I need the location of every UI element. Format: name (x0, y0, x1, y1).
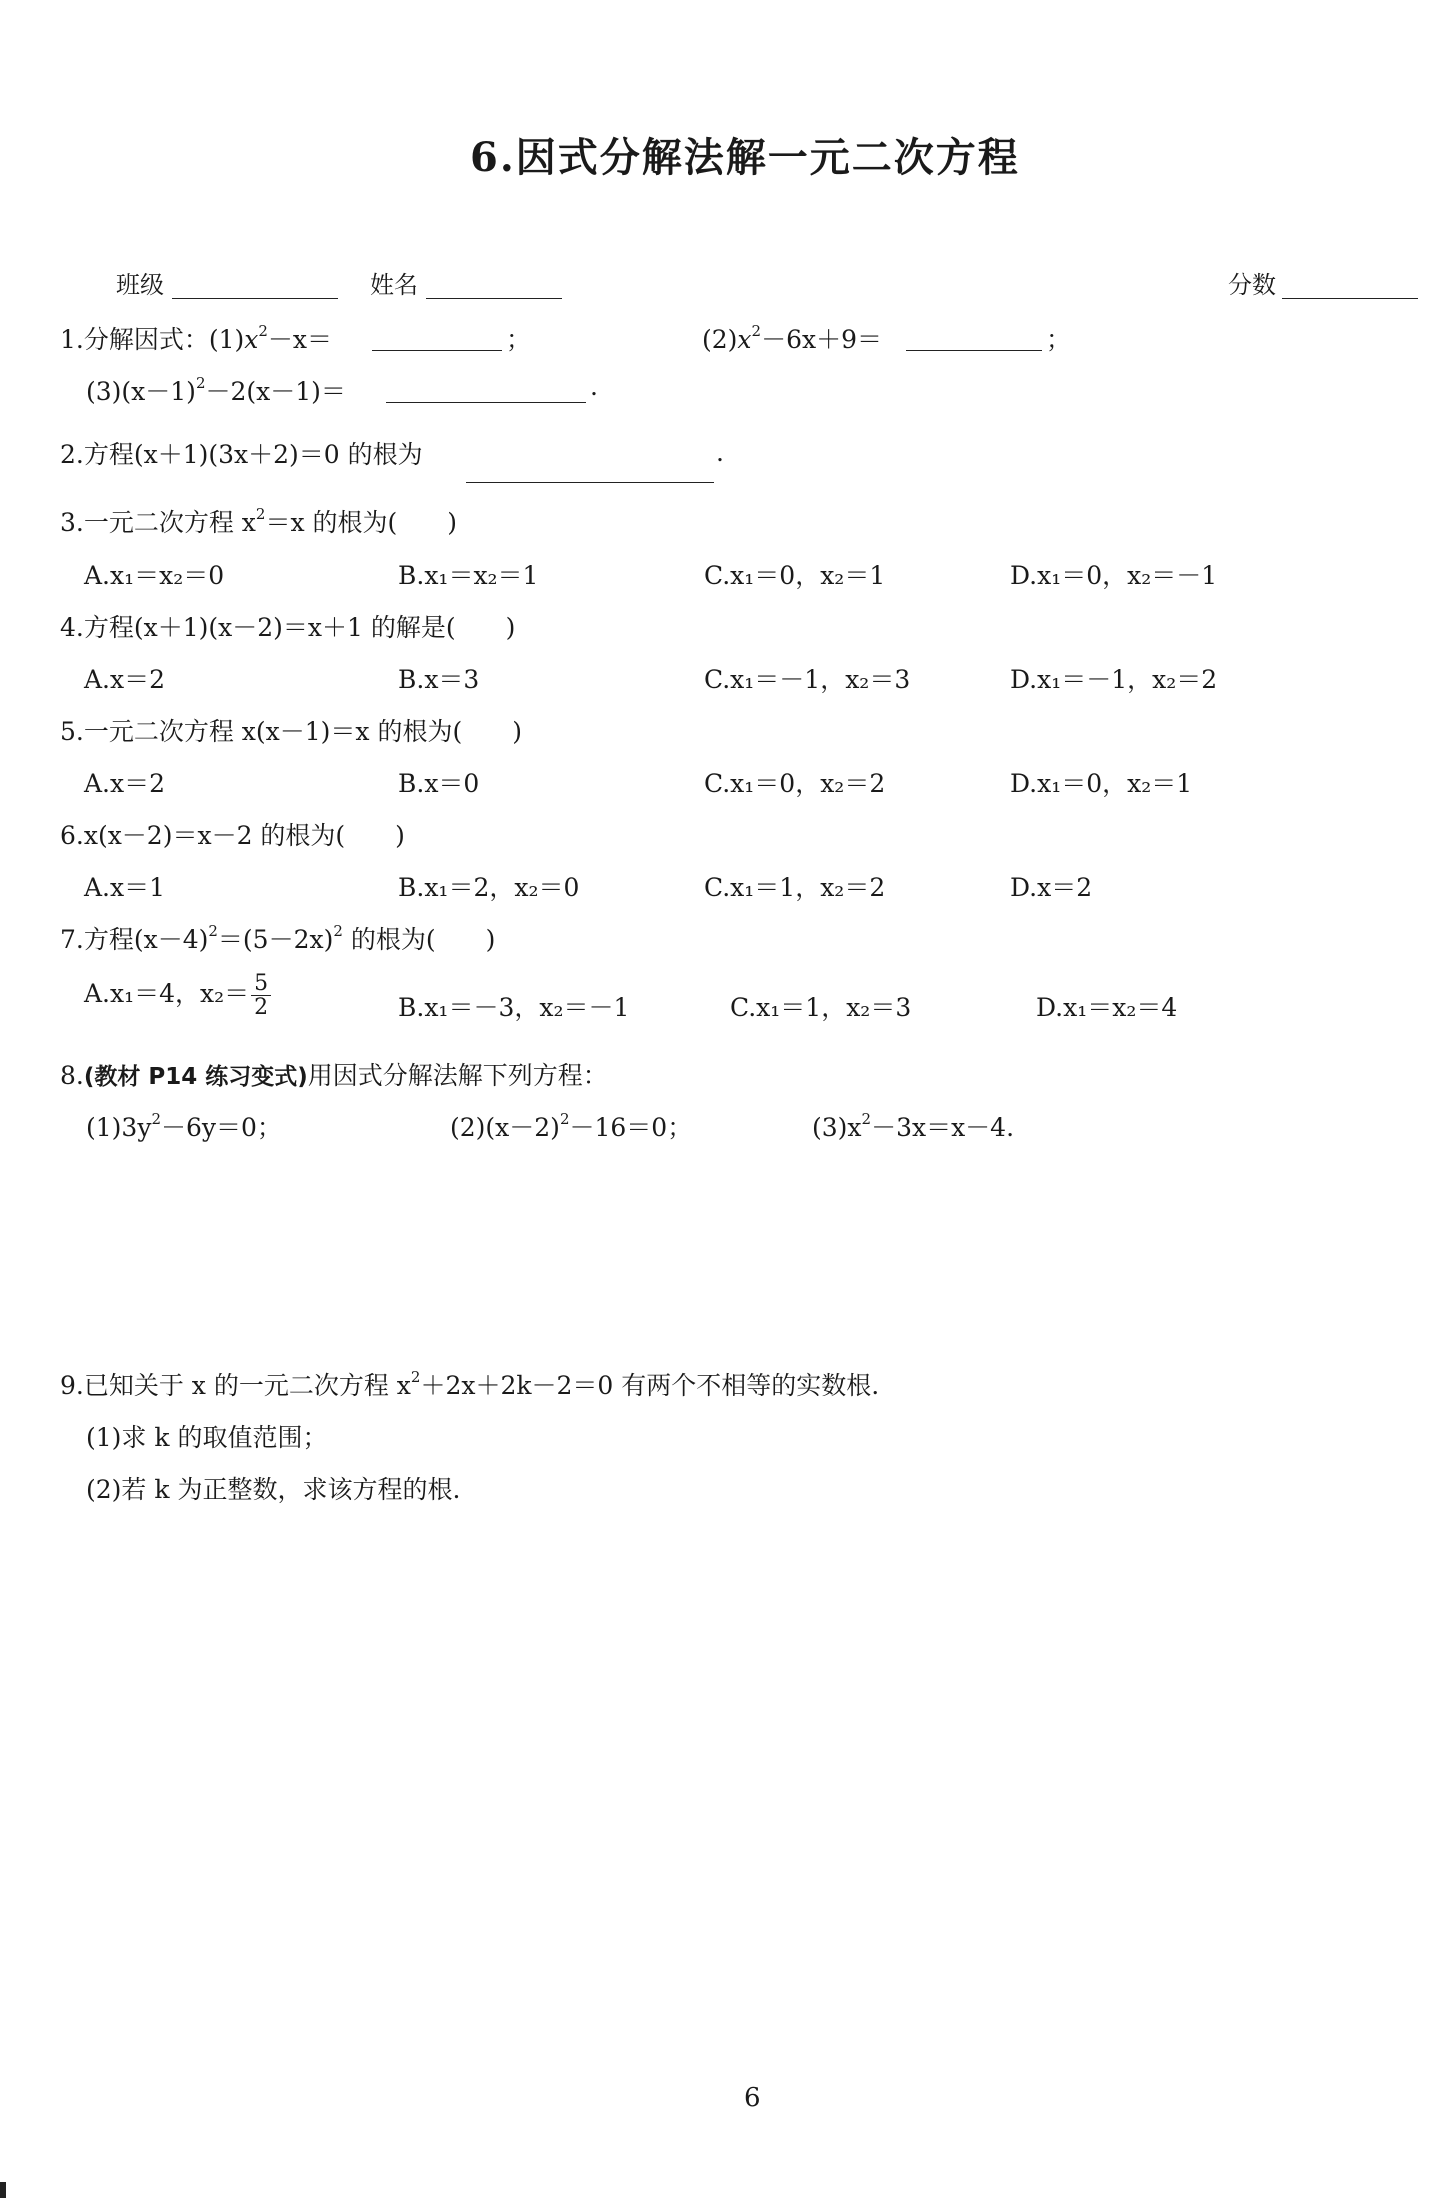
q8-p1-a: (1)3y (86, 1113, 152, 1142)
q1-p3-exp: 2 (195, 374, 206, 392)
q1-answer-blank-2[interactable] (906, 324, 1042, 351)
q6-option-c[interactable]: C.x₁＝1，x₂＝2 (704, 873, 886, 902)
q7-exp2: 2 (333, 922, 343, 940)
q8-part2 (450, 1108, 692, 1144)
q9-stem-exp: 2 (410, 1368, 421, 1386)
page-number: 6 (744, 2083, 761, 2113)
q1-p1-end: ； (506, 325, 532, 354)
name-field[interactable] (426, 272, 562, 299)
q7-stem-c: 的根为( ) (342, 925, 496, 954)
q2-answer-blank[interactable] (466, 456, 714, 483)
q6-stem: 6.x(x－2)＝x－2 的根为( ) (60, 821, 405, 850)
q5-option-c[interactable]: C.x₁＝0，x₂＝2 (704, 769, 886, 798)
q1-p2-var: x (737, 325, 752, 354)
q4-option-a[interactable]: A.x＝2 (84, 665, 166, 694)
q7-option-a-lead: A.x₁＝4，x₂＝ (84, 979, 250, 1009)
score-field[interactable] (1282, 272, 1418, 299)
q7-stem-a: 7.方程(x－4) (60, 925, 209, 954)
q1-p1-var: x (244, 325, 259, 354)
q9-stem-a: 9.已知关于 x 的一元二次方程 x (60, 1371, 411, 1400)
q1-answer-blank-1[interactable] (372, 324, 502, 351)
q1-p2-end: ； (1046, 325, 1072, 354)
q1-p3-lead: (3)(x－1) (86, 377, 196, 406)
q5-stem: 5.一元二次方程 x(x－1)＝x 的根为( ) (60, 717, 522, 746)
q8-answer-area[interactable] (60, 1150, 1400, 1350)
q8-p3-a: (3)x (812, 1113, 862, 1142)
q8-source-tag: (教材 P14 练习变式) (83, 1064, 308, 1090)
q7-option-b[interactable]: B.x₁＝－3，x₂＝－1 (398, 993, 630, 1022)
q3-option-c[interactable]: C.x₁＝0，x₂＝1 (704, 561, 886, 590)
class-field[interactable] (172, 272, 338, 299)
q1-p3-rest: －2(x－1)＝ (205, 377, 346, 406)
q8-part1 (86, 1108, 282, 1144)
q7-exp1: 2 (208, 922, 218, 940)
q1-lead: 1.分解因式：(1) (60, 325, 245, 354)
q8-p2-b: －16＝0； (569, 1113, 693, 1142)
q7-option-c[interactable]: C.x₁＝1，x₂＝3 (730, 993, 912, 1022)
q3-stem-exp: 2 (255, 505, 266, 523)
q3-stem (60, 503, 457, 539)
q8-p2-a: (2)(x－2) (450, 1113, 560, 1142)
q9-stem (60, 1366, 879, 1402)
page-title: 6.因式分解法解一元二次方程 (470, 134, 1020, 181)
q1-p2-exp: 2 (751, 322, 762, 340)
q4-option-b[interactable]: B.x＝3 (398, 665, 480, 694)
q8-p1-b: －6y＝0； (161, 1113, 282, 1142)
q5-option-d[interactable]: D.x₁＝0，x₂＝1 (1010, 769, 1193, 798)
q1-p1-rest: －x＝ (267, 325, 333, 354)
q3-option-d[interactable]: D.x₁＝0，x₂＝－1 (1010, 561, 1218, 590)
q7-stem-b: ＝(5－2x) (217, 925, 334, 954)
q8-p1-exp: 2 (151, 1110, 161, 1128)
q5-option-a[interactable]: A.x＝2 (84, 769, 166, 798)
q6-option-b[interactable]: B.x₁＝2，x₂＝0 (398, 873, 580, 902)
name-label: 姓名 (370, 271, 418, 299)
q8-p2-exp: 2 (559, 1110, 570, 1128)
q9-sub2: (2)若 k 为正整数，求该方程的根. (86, 1475, 461, 1504)
q7-stem (60, 920, 495, 956)
fraction-numerator: 5 (251, 972, 271, 996)
q3-option-a[interactable]: A.x₁＝x₂＝0 (84, 561, 225, 590)
q2-stem: 2.方程(x＋1)(3x＋2)＝0 的根为 (60, 440, 423, 469)
q1-part3 (86, 372, 346, 408)
q8-p3-b: －3x＝x－4. (871, 1113, 1015, 1142)
q1-p2-rest: －6x＋9＝ (761, 325, 882, 354)
q9-stem-b: ＋2x＋2k－2＝0 有两个不相等的实数根. (420, 1371, 880, 1400)
q7-option-a-fraction (251, 972, 271, 1019)
q7-option-a[interactable] (84, 972, 271, 1019)
q3-stem-a: 3.一元二次方程 x (60, 508, 256, 537)
q8-stem (60, 1056, 608, 1092)
class-label: 班级 (116, 271, 164, 299)
q8-num: 8. (60, 1061, 84, 1090)
q4-option-d[interactable]: D.x₁＝－1，x₂＝2 (1010, 665, 1218, 694)
q1-part2 (702, 320, 882, 356)
q1-part1 (60, 320, 332, 356)
q9-sub1: (1)求 k 的取值范围； (86, 1423, 328, 1452)
q1-p2-lead: (2) (702, 325, 738, 354)
q8-p3-exp: 2 (861, 1110, 872, 1128)
q4-stem: 4.方程(x＋1)(x－2)＝x＋1 的解是( ) (60, 613, 516, 642)
fraction-denominator: 2 (254, 995, 269, 1021)
q5-option-b[interactable]: B.x＝0 (398, 769, 480, 798)
q4-option-c[interactable]: C.x₁＝－1，x₂＝3 (704, 665, 911, 694)
q9-answer-area[interactable] (60, 1520, 1400, 2060)
q3-stem-b: ＝x 的根为( ) (265, 508, 458, 537)
q1-p3-end: . (590, 372, 598, 401)
q1-answer-blank-3[interactable] (386, 376, 586, 403)
q7-option-d[interactable]: D.x₁＝x₂＝4 (1036, 993, 1178, 1022)
q6-option-d[interactable]: D.x＝2 (1010, 873, 1093, 902)
score-label: 分数 (1228, 271, 1276, 299)
q3-option-b[interactable]: B.x₁＝x₂＝1 (398, 561, 539, 590)
q8-stem-text: 用因式分解法解下列方程： (307, 1061, 608, 1090)
q2-end: . (716, 438, 724, 467)
q8-part3 (812, 1108, 1014, 1144)
scan-edge-mark (0, 2182, 6, 2198)
q1-p1-exp: 2 (258, 322, 268, 340)
q6-option-a[interactable]: A.x＝1 (84, 873, 166, 902)
